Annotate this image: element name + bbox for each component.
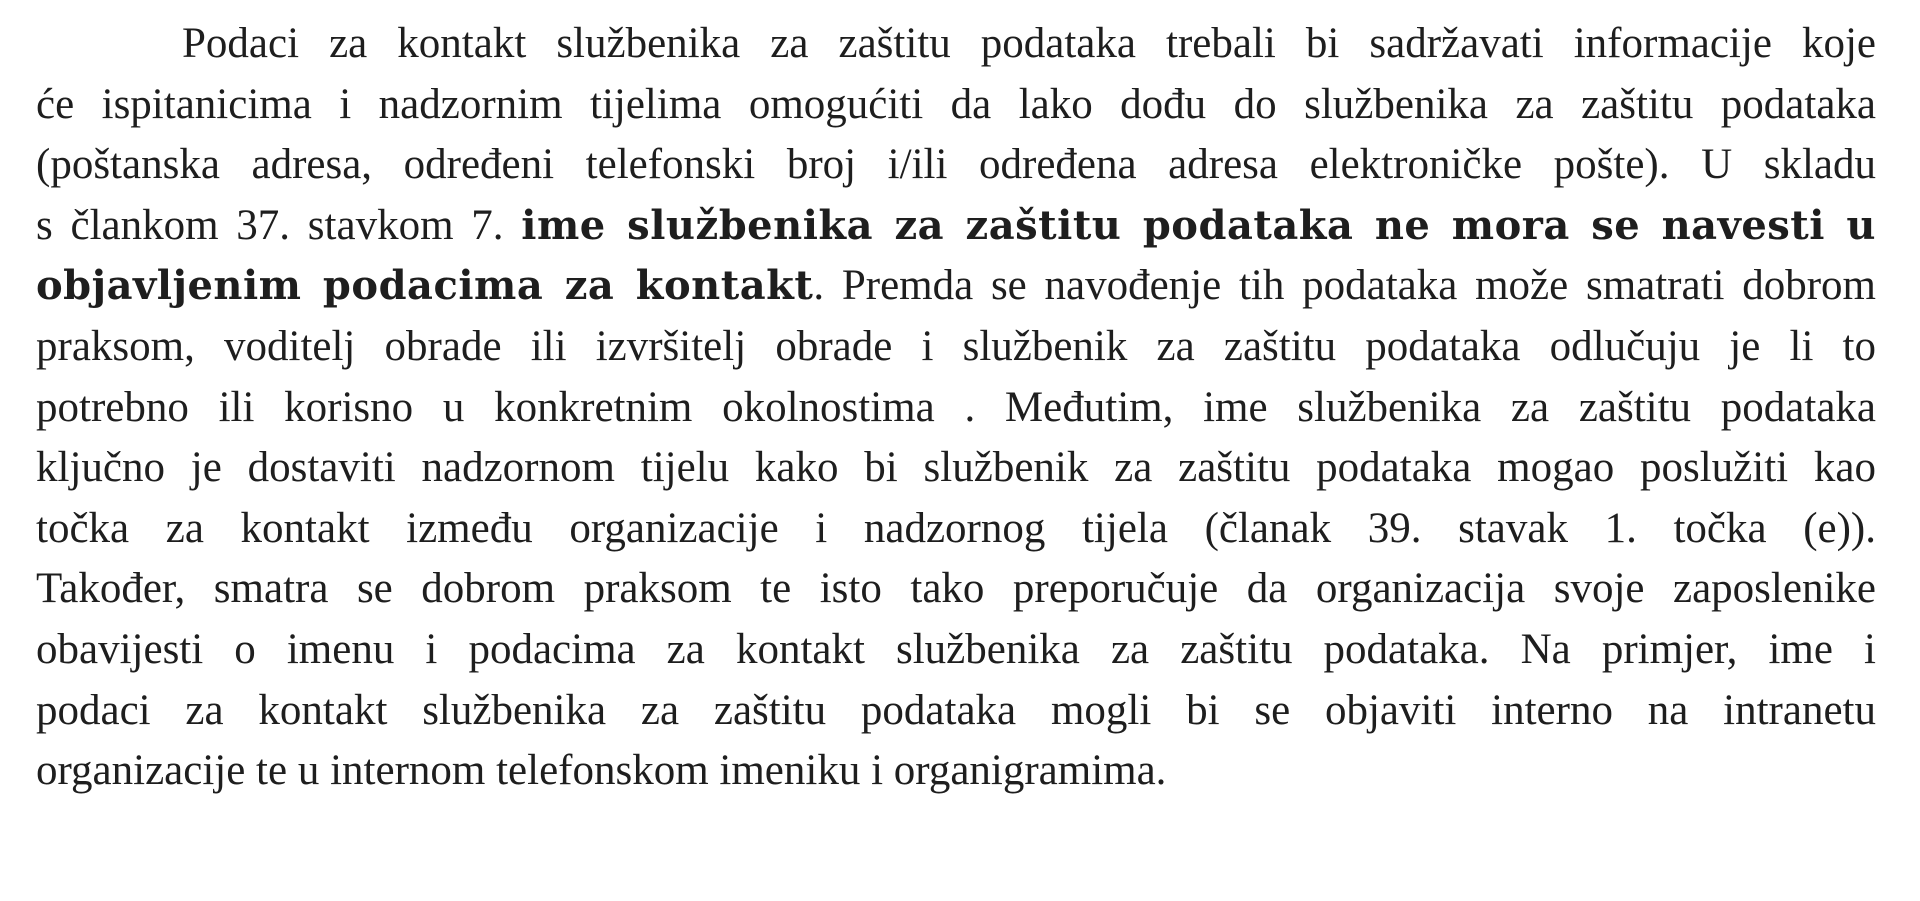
text-line: obavijesti o imenu i podacima za kontakt službenika za zaštitu podataka. Na primjer, ime i — [36, 625, 1876, 673]
text-segment: . Premda se navođenje tih podataka može smatrati dobrom — [813, 262, 1876, 310]
text-line — [36, 256, 1876, 317]
text-line: praksom, voditelj obrade ili izvršitelj obrade i službenik za zaštitu podataka odlučuju je li to — [36, 322, 1876, 370]
text-line: potrebno ili korisno u konkretnim okolnostima . Međutim, ime službenika za zaštitu podataka — [36, 383, 1876, 431]
text-line: organizacije te u internom telefonskom imeniku i organigramima. — [36, 747, 1167, 795]
text-line: Također, smatra se dobrom praksom te isto tako preporučuje da organizacija svoje zaposlenike — [36, 565, 1876, 613]
bold-emphasis: ime službenika za zaštitu podataka ne mora se navesti u — [521, 201, 1876, 249]
text-line — [36, 196, 1876, 257]
text-line: (poštanska adresa, određeni telefonski broj i/ili određena adresa elektroničke pošte). U skladu — [36, 141, 1876, 189]
text-line: će ispitanicima i nadzornim tijelima omogućiti da lako dođu do službenika za zaštitu podataka — [36, 80, 1876, 128]
text-line: točka za kontakt između organizacije i nadzornog tijela (članak 39. stavak 1. točka (e)). — [36, 504, 1876, 552]
text-segment: s člankom 37. stavkom 7. — [36, 201, 522, 249]
bold-emphasis: objavljenim podacima za kontakt — [36, 262, 814, 310]
text-line: ključno je dostaviti nadzornom tijelu kako bi službenik za zaštitu podataka mogao poslužiti kao — [36, 444, 1876, 492]
text-line: podaci za kontakt službenika za zaštitu podataka mogli bi se objaviti interno na intranetu — [36, 686, 1876, 734]
text-line: Podaci za kontakt službenika za zaštitu podataka trebali bi sadržavati informacije koje — [182, 20, 1876, 67]
body-paragraph — [36, 14, 1876, 802]
